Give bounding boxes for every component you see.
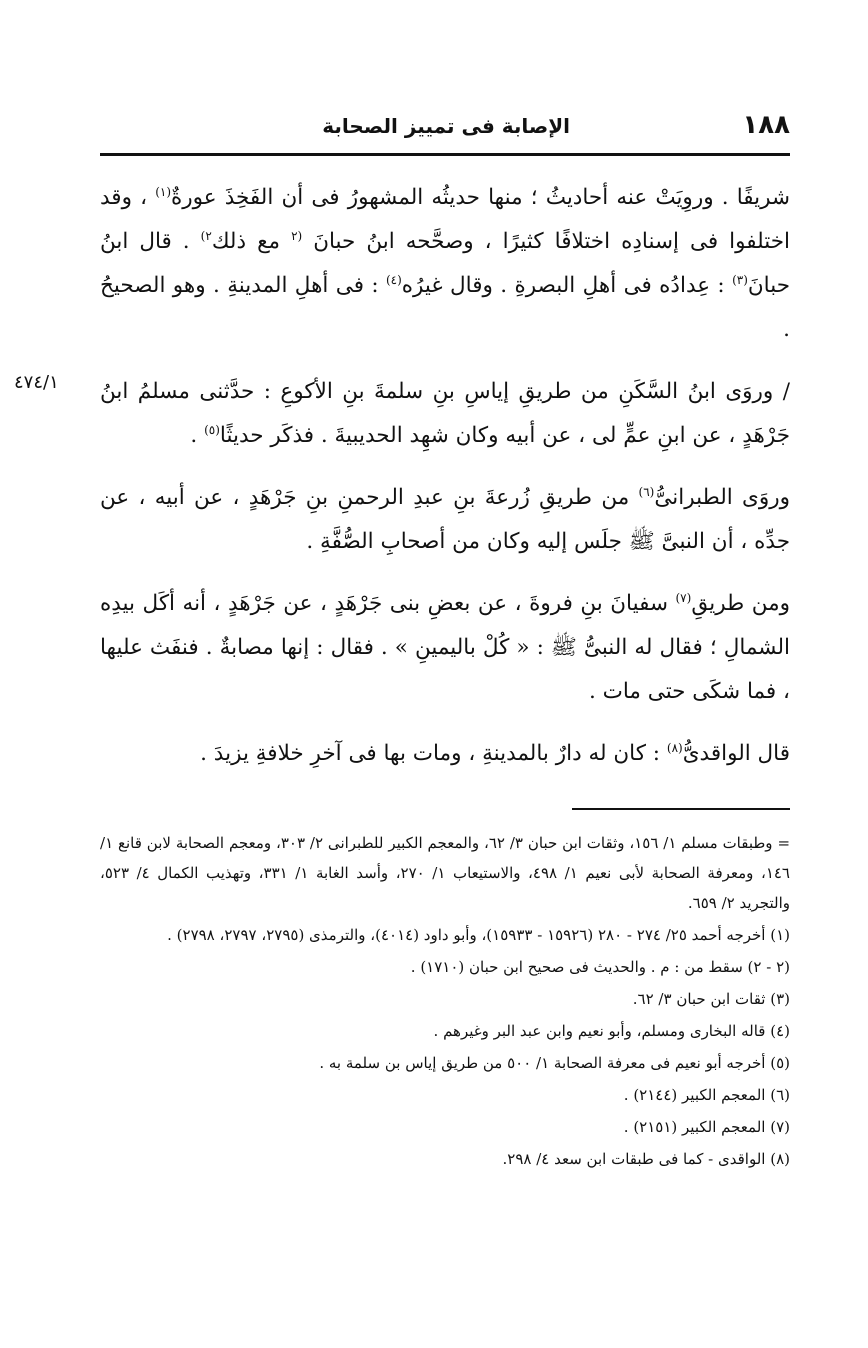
running-title: الإصابة فى تمييز الصحابة xyxy=(322,114,570,138)
text-run: : كان له دارٌ بالمدينةِ ، ومات بها فى آخرِ خلافةِ يزيدَ . xyxy=(200,741,667,766)
margin-reference: ٤٧٤/١ xyxy=(14,372,59,393)
footnote: = وطبقات مسلم ١/ ١٥٦، وثقات ابن حبان ٣/ ٦٢، والمعجم الكبير للطبرانى ٢/ ٣٠٣، ومعجم الصحابة لابن قانع ١/ ١٤٦، ومعرفة الصحابة لأبى نعيم ١/ ٤٩٨، والاستيعاب ١/ ٢٧٠، وأسد الغابة ١/ ٣٣١، وتهذيب الكمال ٤/ ٥٢٣، والتجريد ٢/ ٦٥٩. xyxy=(100,834,791,912)
text-run: سفيانَ بنِ فروةَ ، عن بعضِ بنى جَرْهَدٍ ، عن جَرْهَدٍ ، أنه أكَل بيدِه الشمالِ ؛ فقال له النبىُّ ﷺ : « كُلْ باليمينِ » . فقال : إنها مصابةٌ . فنفَث عليها ، فما شكَى حتى مات . xyxy=(100,591,790,704)
footnote: (٦) المعجم الكبير (٢١٤٤) . xyxy=(623,1086,790,1104)
footnote-marker: (٧) xyxy=(675,590,692,605)
text-run: : عِدادُه فى أهلِ البصرةِ . وقال غيرُه xyxy=(401,273,733,298)
footnote-divider xyxy=(572,808,790,810)
page-header xyxy=(100,108,790,144)
footnote-marker: (٢ xyxy=(291,228,303,243)
footnote-marker: (٣) xyxy=(732,272,748,287)
paragraph xyxy=(100,176,790,352)
footnote: (٨) الواقدى - كما فى طبقات ابن سعد ٤/ ٢٩٨. xyxy=(502,1150,790,1168)
footnote: (٧) المعجم الكبير (٢١٥١) . xyxy=(623,1118,790,1136)
footnote: (٣) ثقات ابن حبان ٣/ ٦٢. xyxy=(632,990,790,1008)
footnote: (٤) قاله البخارى ومسلم، وأبو نعيم وابن عبد البر وغيرهم . xyxy=(433,1022,790,1040)
paragraph xyxy=(100,582,790,714)
footnote: (٢ - ٢) سقط من : م . والحديث فى صحيح ابن حبان (١٧١٠) . xyxy=(410,958,790,976)
footnote-marker: (٤) xyxy=(385,272,402,287)
text-run: شريفًا . وروِيَتْ عنه أحاديثُ ؛ منها حديثُه المشهورُ فى أن الفَخِذَ عورةٌ xyxy=(171,185,790,210)
text-run: / وروَى ابنُ السَّكَنِ من طريقِ إياسِ بنِ سلمةَ بنِ الأكوعِ : حدَّثنى مسلمُ ابنُ جَرْهَدٍ ، عن ابنِ عمٍّ لى ، عن أبيه وكان شهِد الحديبيةَ . فذكَر حديثًا xyxy=(100,379,790,448)
main-text xyxy=(100,176,790,794)
text-run: مع ذلك xyxy=(211,229,292,254)
footnote: (٥) أخرجه أبو نعيم فى معرفة الصحابة ١/ ٥٠٠ من طريق إياس بن سلمة به . xyxy=(319,1054,790,1072)
footnote-marker: ٢) xyxy=(200,228,212,243)
text-run: ، وقد اختلفوا فى إسنادِه اختلافًا كثيرًا ، وصحَّحه ابنُ حبانَ xyxy=(100,185,791,254)
footnote-marker: (٥) xyxy=(204,422,220,437)
footnote: (١) أخرجه أحمد ٢٥/ ٢٧٤ - ٢٨٠ (١٥٩٢٦ - ١٥٩٣٣)، وأبو داود (٤٠١٤)، والترمذى (٢٧٩٥، ٢٧٩٧، ٢٧٩٨) . xyxy=(167,926,790,944)
paragraph xyxy=(100,732,790,776)
footnote-marker: (٨) xyxy=(666,740,683,755)
text-run: : فى أهلِ المدينةِ . وهو الصحيحُ . xyxy=(100,273,790,342)
page-number: ١٨٨ xyxy=(742,110,790,140)
footnote-marker: (٦) xyxy=(638,484,655,499)
footnote-marker: (١) xyxy=(155,184,172,199)
text-run: وروَى الطبرانىُّ xyxy=(654,485,791,510)
text-run: قال الواقدىُّ xyxy=(682,741,790,766)
paragraph xyxy=(100,370,790,458)
text-run: من طريقِ زُرعةَ بنِ عبدِ الرحمنِ بنِ جَرْهَدٍ ، عن أبيه ، عن جدِّه ، أن النبىَّ ﷺ جلَس إليه وكان من أصحابِ الصُّفَّةِ . xyxy=(100,485,790,554)
text-run: ومن طريقِ xyxy=(691,591,790,616)
footnotes xyxy=(100,828,790,1176)
text-run: . xyxy=(190,423,205,448)
header-divider xyxy=(100,153,790,156)
text-run: . قال ابنُ حبانَ xyxy=(100,229,791,298)
paragraph xyxy=(100,476,790,564)
